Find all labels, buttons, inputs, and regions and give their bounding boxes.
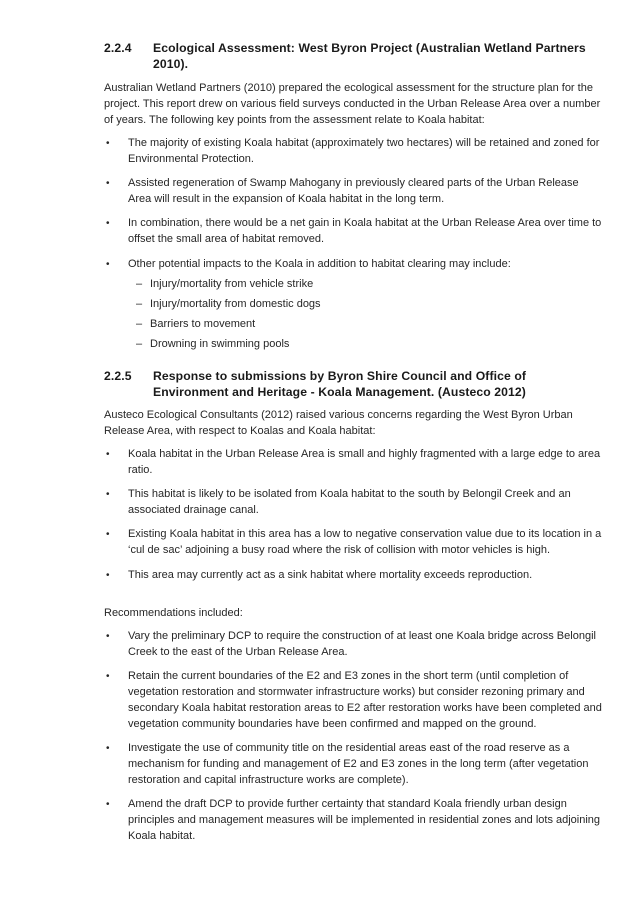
list-item: • Vary the preliminary DCP to require the construction of at least one Koala bridge across Belongil Creek to the east of the Urban Release Area.	[106, 630, 596, 658]
section-heading-2-2-4	[104, 40, 604, 72]
section-number: 2.2.5	[104, 369, 132, 383]
section-number: 2.2.4	[104, 41, 132, 55]
list-item: • In combination, there would be a net gain in Koala habitat at the Urban Release Area over time to offset the small area of habitat removed.	[106, 217, 602, 246]
section-heading-2-2-5	[104, 368, 604, 400]
list-item: • Assisted regeneration of Swamp Mahogany in previously cleared parts of the Urban Release Area will result in the expansion of Koala habitat in the long term.	[106, 177, 579, 205]
section-title: Ecological Assessment: West Byron Project (Australian Wetland Partners 2010).	[153, 41, 586, 71]
list-item: • Koala habitat in the Urban Release Area is small and highly fragmented with a large edge to area ratio.	[106, 448, 601, 476]
sub-list-item: – Injury/mortality from domestic dogs	[136, 297, 596, 313]
bullet-icon: •	[106, 218, 110, 230]
bullet-icon: •	[106, 569, 110, 581]
section-title: Response to submissions by Byron Shire Council and Office of Environment and Heritage - Koala Management. (Austeco 2012)	[153, 369, 527, 399]
list-item: • Other potential impacts to the Koala in addition to habitat clearing may include:	[104, 257, 604, 273]
bullet-icon: •	[106, 178, 110, 190]
sub-list-item: – Injury/mortality from vehicle strike	[136, 277, 596, 293]
section-intro-paragraph: Australian Wetland Partners (2010) prepared the ecological assessment for the structure plan for the project. This report drew on various field surveys conducted in the Urban Release Area over a number of years. The following key points from the assessment relate to Koala habitat:	[104, 82, 601, 126]
key-points-list	[104, 136, 604, 281]
bullet-icon: •	[106, 631, 110, 642]
section-intro-paragraph: Austeco Ecological Consultants (2012) raised various concerns regarding the West Byron Urban Release Area, with respect to Koalas and Koala habitat:	[104, 409, 573, 437]
dash-icon: –	[136, 297, 143, 310]
list-item: • This habitat is likely to be isolated from Koala habitat to the south by Belongil Creek and an associated drainage canal.	[106, 488, 571, 516]
sub-list-item: – Barriers to movement	[136, 317, 596, 333]
list-item: • Existing Koala habitat in this area has a low to negative conservation value due to its location in a ‘cul de sac’ adjoining a busy road where the risk of collision with motor vehicles is high.	[106, 528, 602, 557]
list-item: • The majority of existing Koala habitat (approximately two hectares) will be retained and zoned for Environmental Protection.	[106, 137, 600, 165]
dash-icon: –	[136, 278, 143, 290]
list-item: • Amend the draft DCP to provide further certainty that standard Koala friendly urban design principles and management measures will be implemented in residential zones and lots adjoining Koala habitat.	[106, 797, 601, 842]
potential-impacts-sublist	[136, 277, 596, 357]
bullet-icon: •	[106, 671, 110, 683]
dash-icon: –	[136, 317, 143, 330]
list-item: • This area may currently act as a sink habitat where mortality exceeds reproduction.	[104, 568, 604, 584]
bullet-icon: •	[106, 529, 110, 541]
bullet-icon: •	[106, 138, 110, 149]
sub-list-item: – Drowning in swimming pools	[136, 337, 596, 353]
bullet-icon: •	[106, 742, 110, 754]
recommendations-label: Recommendations included:	[104, 607, 243, 619]
bullet-icon: •	[106, 489, 110, 501]
list-item: • Retain the current boundaries of the E2 and E3 zones in the short term (until completion of vegetation restoration and stormwater infrastructure works) but consider rezoning primary and secondary Koala habitat restoration areas to E2 after restoration works have been completed and vegetation community boundaries have been confirmed and mapped on the ground.	[106, 670, 602, 730]
list-item: • Investigate the use of community title on the residential areas east of the road reserve as a mechanism for funding and management of E2 and E3 zones in the long term (after vegetation restoration and capital infrastructure works are complete).	[106, 741, 589, 786]
bullet-icon: •	[106, 449, 110, 460]
bullet-icon: •	[106, 258, 110, 270]
concerns-list	[104, 447, 604, 592]
bullet-icon: •	[106, 798, 110, 810]
recommendations-list	[104, 629, 604, 853]
dash-icon: –	[136, 337, 143, 350]
